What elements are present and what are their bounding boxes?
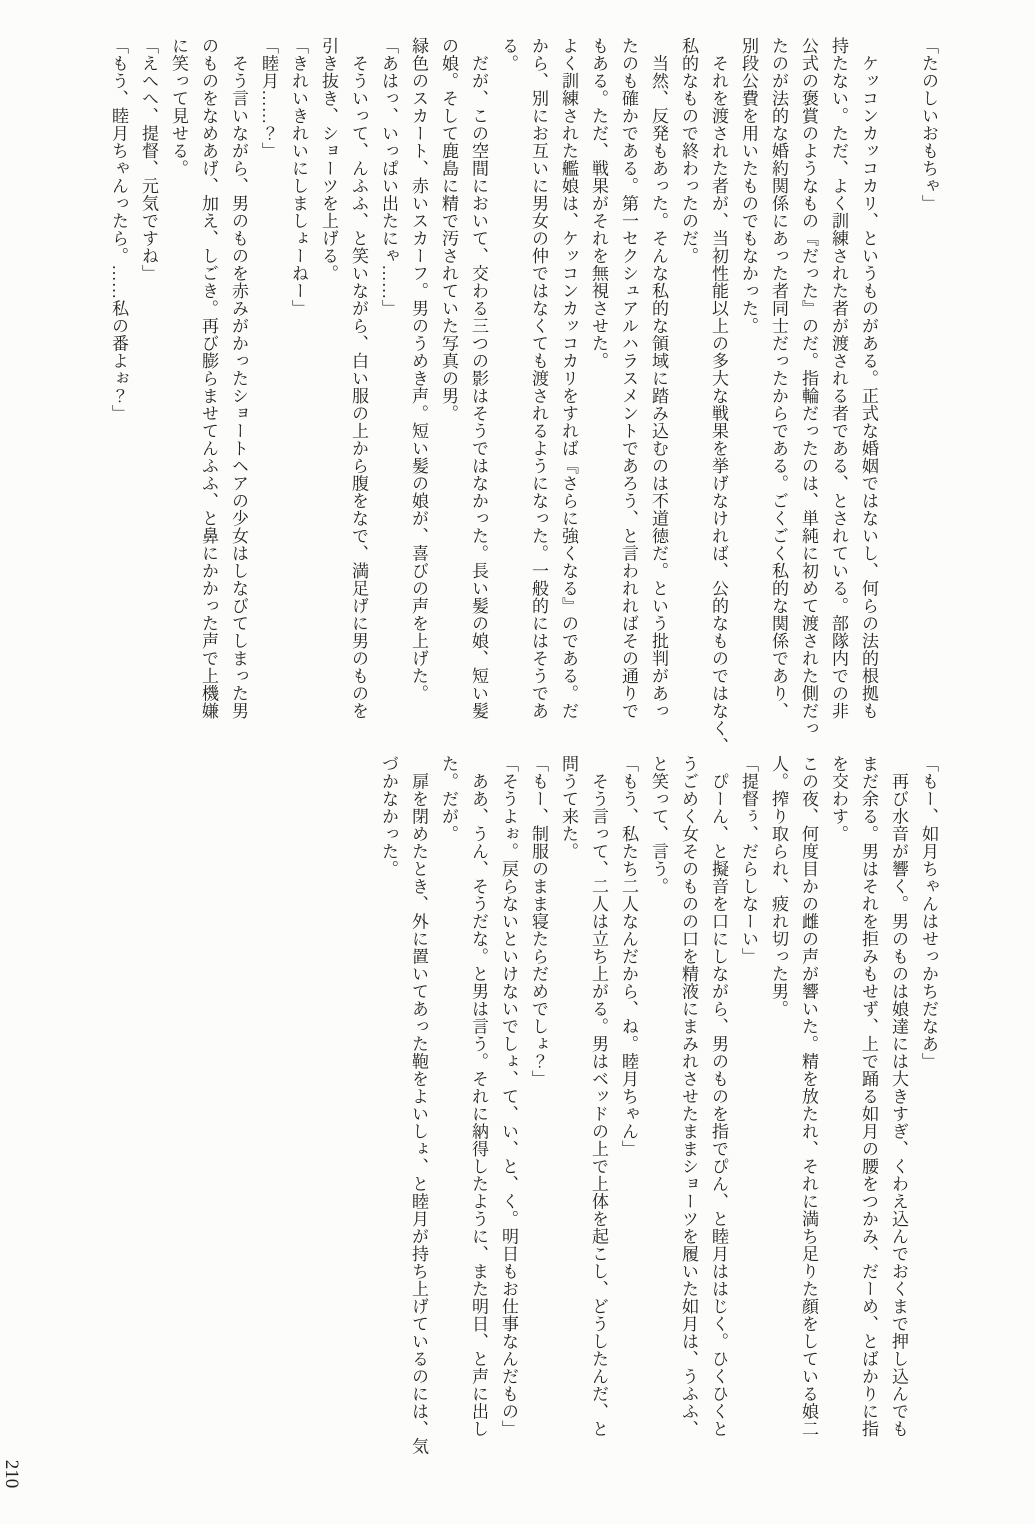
text-line: それを渡された者が、当初性能以上の多大な戦果を挙げなければ、公的なものではなく、 (709, 37, 728, 755)
text-line: 引き抜き、ショーツを上げる。 (319, 37, 338, 282)
text-line: もある。ただ、戦果がそれを無視させた。 (589, 37, 608, 370)
dialogue-line: 「もう、睦月ちゃんったら。……私の番よぉ？」 (109, 37, 128, 422)
dialogue-line: 「あはっ、いっぱい出たにゃ……」 (379, 37, 398, 317)
dialogue-line: 「えへへ、提督、元気ですね」 (139, 37, 158, 282)
text-line: の娘。そして鹿島に精で汚されていた写真の男。 (439, 37, 458, 422)
dialogue-line: 「提督ぅ、だらしなーい」 (739, 755, 758, 965)
dialogue-line: 「もー、制服のまま寝たらだめでしょ？」 (529, 755, 548, 1088)
text-line: たのも確かである。第一セクシュアルハラスメントであろう、と言われればその通りで (619, 37, 638, 720)
text-line: まだ余る。男はそれを拒みもせず、上で踊る如月の腰をつかみ、だーめ、とばかりに指 (859, 755, 878, 1438)
text-line: 問うて来た。 (559, 755, 578, 860)
dialogue-line: 「そうよぉ。戻らないといけないでしょ、て、い、と、く。明日もお仕事なんだもの」 (499, 755, 518, 1438)
text-line: 公式の褒賞のようなもの『だった』のだ。指輪だったのは、単純に初めて渡された側だっ (799, 37, 818, 737)
text-line: うごめく女そのものの口を精液にまみれさせたままショーツを履いた如月は、うふふ、 (679, 755, 698, 1438)
text-line: と笑って、言う。 (649, 755, 668, 895)
text-line: この夜、何度目かの雌の声が響いた。精を放たれ、それに満ち足りた顔をしている娘二 (799, 755, 818, 1438)
text-line: 扉を閉めたとき、外に置いてあった鞄をよいしょ、と睦月が持ち上げているのには、気 (409, 755, 428, 1455)
text-line: を交わす。 (829, 755, 848, 843)
text-line: る。 (499, 37, 518, 72)
page-number: 210 (1, 1459, 22, 1489)
text-line: に笑って見せる。 (169, 37, 188, 177)
text-line: 私的なもので終わったのだ。 (679, 37, 698, 265)
story-section-bottom (373, 755, 943, 1467)
text-line: のものをなめあげ、加え、しごき。再び膨らませてんふふ、と鼻にかかった声で上機嫌 (199, 37, 218, 720)
story-title: 「たのしいおもちゃ」 (919, 37, 938, 212)
text-line: だが、この空間において、交わる三つの影はそうではなかった。長い髪の娘、短い髪 (469, 37, 488, 720)
text-line: づかなかった。 (379, 755, 398, 878)
blank-line (883, 37, 913, 749)
text-line: 別段公費を用いたものでもなかった。 (739, 37, 758, 335)
text-line: 再び水音が響く。男のものは娘達には大きすぎ、くわえ込んでおくまで押し込んでも (889, 755, 908, 1438)
text-line: たのが法的な婚約関係にあった者同士だったからである。ごくごく私的な関係であり、 (769, 37, 788, 720)
dialogue-line: 「もー、如月ちゃんはせっかちだなあ」 (919, 755, 938, 1070)
text-line: そう言いながら、男のものを赤みがかったショートヘアの少女はしなびてしまった男 (229, 37, 248, 720)
text-line: そう言って、二人は立ち上がる。男はベッドの上で上体を起こし、どうしたんだ、と (589, 755, 608, 1438)
text-line: そういって、んふふ、と笑いながら、白い服の上から腹をなで、満足げに男のものを (349, 37, 368, 720)
text-line: ぴーん、と擬音を口にしながら、男のものを指でぴん、と睦月ははじく。ひくひくと (709, 755, 728, 1438)
dialogue-line: 「睦月……？」 (259, 37, 278, 160)
text-line: 緑色のスカート、赤いスカーフ。男のうめき声。短い髪の娘が、喜びの声を上げた。 (409, 37, 428, 702)
text-line: から、別にお互いに男女の仲ではなくても渡されるようになった。一般的にはそうであ (529, 37, 548, 720)
text-line: た。だが。 (439, 755, 458, 843)
story-section-top (103, 37, 943, 755)
dialogue-line: 「きれいきれいにしましょーねー」 (289, 37, 308, 317)
text-line: よく訓練された艦娘は、ケッコンカッコカリをすれば『さらに強くなる』のである。だ (559, 37, 578, 720)
text-line: 当然、反発もあった。そんな私的な領域に踏み込むのは不道徳だ。という批判があっ (649, 37, 668, 720)
text-line: 人。搾り取られ、疲れ切った男。 (769, 755, 788, 1018)
text-line: ああ、うん、そうだな。と男は言う。それに納得したように、また明日、と声に出し (469, 755, 488, 1438)
dialogue-line: 「もう、私たち二人なんだから、ね。睦月ちゃん」 (619, 755, 638, 1158)
text-line: 持たない。ただ、よく訓練された者が渡される者である、とされている。部隊内での非 (829, 37, 848, 720)
text-line: ケッコンカッコカリ、というものがある。正式な婚姻ではないし、何らの法的根拠も (859, 37, 878, 720)
